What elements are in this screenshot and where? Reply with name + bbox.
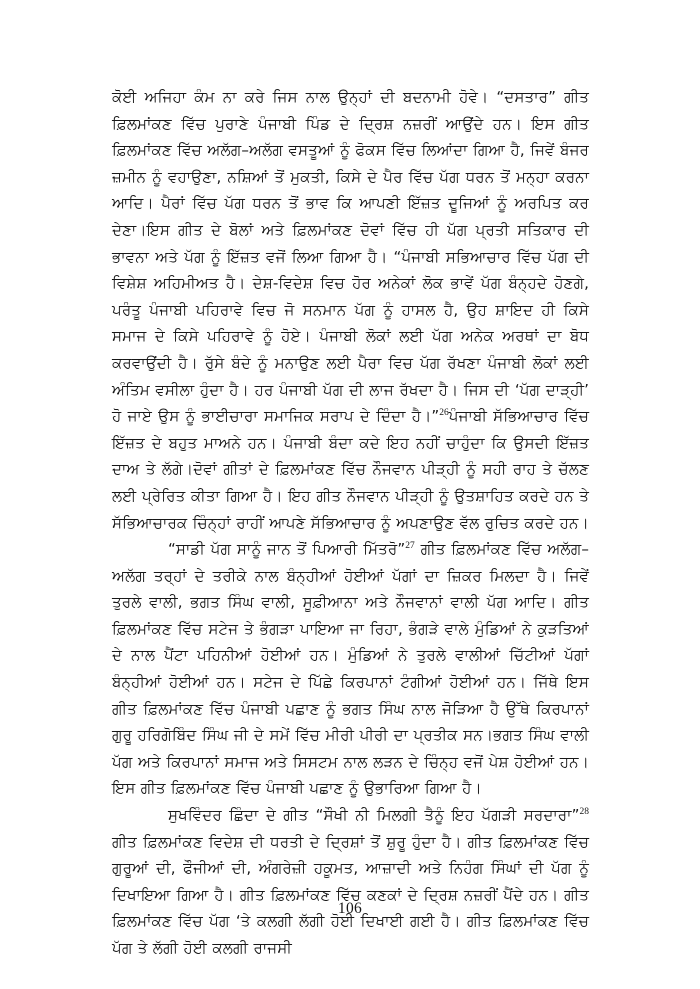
paragraph-3	[112, 802, 589, 962]
footnote-marker-27: 27	[405, 541, 415, 552]
paragraph-2-text-before-footnote: “ਸਾਡੀ ਪੱਗ ਸਾਨੂੰ ਜਾਨ ਤੋਂ ਪਿਆਰੀ ਮਿੱਤਰੋ”	[168, 540, 406, 559]
paragraph-1	[112, 84, 589, 536]
paragraph-1-text-before-footnote: ਕੋਈ ਅਜਿਹਾ ਕੰਮ ਨਾ ਕਰੇ ਜਿਸ ਨਾਲ ਉਨ੍ਹਾਂ ਦੀ ਬਦਨਾਮੀ ਹੋਵੇ। “ਦਸਤਾਰ” ਗੀਤ ਫ਼ਿਲਮਾਂਕਣ ਵਿੱਚ ਪੁਰਾਣੇ ਪੰਜਾਬੀ ਪਿੰਡ ਦੇ ਦ੍ਰਿਸ਼ ਨਜ਼ਰੀਂ ਆਉਂਦੇ ਹਨ। ਇਸ ਗੀਤ ਫ਼ਿਲਮਾਂਕਣ ਵਿੱਚ ਅਲੱਗ–ਅਲੱਗ ਵਸਤੂਆਂ ਨੂੰ ਫੋਕਸ ਵਿੱਚ ਲਿਆਂਦਾ ਗਿਆ ਹੈ, ਜਿਵੇਂ ਬੰਜਰ ਜ਼ਮੀਨ ਨੂੰ ਵਹਾਉਣਾ, ਨਸ਼ਿਆਂ ਤੋਂ ਮੁਕਤੀ, ਕਿਸੇ ਦੇ ਪੈਰ ਵਿੱਚ ਪੱਗ ਧਰਨ ਤੋਂ ਮਨ੍ਹਾ ਕਰਨਾ ਆਦਿ। ਪੈਰਾਂ ਵਿੱਚ ਪੱਗ ਧਰਨ ਤੋਂ ਭਾਵ ਕਿ ਆਪਣੀ ਇੱਜ਼ਤ ਦੂਜਿਆਂ ਨੂੰ ਅਰਪਿਤ ਕਰ ਦੇਣਾ।ਇਸ ਗੀਤ ਦੇ ਬੋਲਾਂ ਅਤੇ ਫ਼ਿਲਮਾਂਕਣ ਦੋਵਾਂ ਵਿੱਚ ਹੀ ਪੱਗ ਪ੍ਰਤੀ ਸਤਿਕਾਰ ਦੀ ਭਾਵਨਾ ਅਤੇ ਪੱਗ ਨੂੰ ਇੱਜ਼ਤ ਵਜੋਂ ਲਿਆ ਗਿਆ ਹੈ। “ਪੰਜਾਬੀ ਸਭਿਆਚਾਰ ਵਿੱਚ ਪੱਗ ਦੀ ਵਿਸ਼ੇਸ਼ ਅਹਿਮੀਅਤ ਹੈ। ਦੇਸ਼-ਵਿਦੇਸ਼ ਵਿਚ ਹੋਰ ਅਨੇਕਾਂ ਲੋਕ ਭਾਵੇਂ ਪੱਗ ਬੰਨ੍ਹਦੇ ਹੋਣਗੇ, ਪਰੰਤੂ ਪੰਜਾਬੀ ਪਹਿਰਾਵੇ ਵਿਚ ਜੋ ਸਨਮਾਨ ਪੱਗ ਨੂੰ ਹਾਸਲ ਹੈ, ਉਹ ਸ਼ਾਇਦ ਹੀ ਕਿਸੇ ਸਮਾਜ ਦੇ ਕਿਸੇ ਪਹਿਰਾਵੇ ਨੂੰ ਹੋਏ। ਪੰਜਾਬੀ ਲੋਕਾਂ ਲਈ ਪੱਗ ਅਨੇਕ ਅਰਥਾਂ ਦਾ ਬੋਧ ਕਰਵਾਉਂਦੀ ਹੈ। ਰੁੱਸੇ ਬੰਦੇ ਨੂੰ ਮਨਾਉਣ ਲਈ ਪੈਰਾ ਵਿਚ ਪੱਗ ਰੱਖਣਾ ਪੰਜਾਬੀ ਲੋਕਾਂ ਲਈ ਅੰਤਿਮ ਵਸੀਲਾ ਹੁੰਦਾ ਹੈ। ਹਰ ਪੰਜਾਬੀ ਪੱਗ ਦੀ ਲਾਜ ਰੱਖਦਾ ਹੈ। ਜਿਸ ਦੀ ‘ਪੱਗ ਦਾੜ੍ਹੀ’ ਹੋ ਜਾਏ ਉਸ ਨੂੰ ਭਾਈਚਾਰਾ ਸਮਾਜਿਕ ਸਰਾਪ ਦੇ ਦਿੰਦਾ ਹੈ।”	[112, 88, 589, 426]
paragraph-2-text-after-footnote: ਗੀਤ ਫ਼ਿਲਮਾਂਕਣ ਵਿੱਚ ਅਲੱਗ–ਅਲੱਗ ਤਰ੍ਹਾਂ ਦੇ ਤਰੀਕੇ ਨਾਲ ਬੰਨ੍ਹੀਆਂ ਹੋਈਆਂ ਪੱਗਾਂ ਦਾ ਜ਼ਿਕਰ ਮਿਲਦਾ ਹੈ। ਜਿਵੇਂ ਤੁਰਲੇ ਵਾਲੀ, ਭਗਤ ਸਿੰਘ ਵਾਲੀ, ਸੂਫ਼ੀਆਨਾ ਅਤੇ ਨੌਜਵਾਨਾਂ ਵਾਲੀ ਪੱਗ ਆਦਿ। ਗੀਤ ਫ਼ਿਲਮਾਂਕਣ ਵਿੱਚ ਸਟੇਜ ਤੇ ਭੰਗੜਾ ਪਾਇਆ ਜਾ ਰਿਹਾ, ਭੰਗੜੇ ਵਾਲੇ ਮੁੰਡਿਆਂ ਨੇ ਕੁੜਤਿਆਂ ਦੇ ਨਾਲ ਪੈਂਟਾ ਪਹਿਨੀਆਂ ਹੋਈਆਂ ਹਨ। ਮੁੰਡਿਆਂ ਨੇ ਤੁਰਲੇ ਵਾਲੀਆਂ ਚਿੱਟੀਆਂ ਪੱਗਾਂ ਬੰਨ੍ਹੀਆਂ ਹੋਈਆਂ ਹਨ। ਸਟੇਜ ਦੇ ਪਿੱਛੇ ਕਿਰਪਾਨਾਂ ਟੰਗੀਆਂ ਹੋਈਆਂ ਹਨ। ਜਿੱਥੇ ਇਸ ਗੀਤ ਫ਼ਿਲਮਾਂਕਣ ਵਿੱਚ ਪੰਜਾਬੀ ਪਛਾਣ ਨੂੰ ਭਗਤ ਸਿੰਘ ਨਾਲ ਜੋੜਿਆ ਹੈ ਉੱਥੇ ਕਿਰਪਾਨਾਂ ਗੁਰੂ ਹਰਿਗੋਬਿੰਦ ਸਿੰਘ ਜੀ ਦੇ ਸਮੇਂ ਵਿੱਚ ਮੀਰੀ ਪੀਰੀ ਦਾ ਪ੍ਰਤੀਕ ਸਨ।ਭਗਤ ਸਿੰਘ ਵਾਲੀ ਪੱਗ ਅਤੇ ਕਿਰਪਾਨਾਂ ਸਮਾਜ ਅਤੇ ਸਿਸਟਮ ਨਾਲ ਲੜਨ ਦੇ ਚਿੰਨ੍ਹ ਵਜੋਂ ਪੇਸ਼ ਹੋਈਆਂ ਹਨ। ਇਸ ਗੀਤ ਫ਼ਿਲਮਾਂਕਣ ਵਿੱਚ ਪੰਜਾਬੀ ਪਛਾਣ ਨੂੰ ਉਭਾਰਿਆ ਗਿਆ ਹੈ।	[112, 540, 589, 798]
page-body-text	[112, 84, 589, 962]
page-number: 106	[337, 900, 363, 917]
paragraph-3-text-after-footnote: ਗੀਤ ਫ਼ਿਲਮਾਂਕਣ ਵਿਦੇਸ਼ ਦੀ ਧਰਤੀ ਦੇ ਦ੍ਰਿਸ਼ਾਂ ਤੋਂ ਸ਼ੁਰੂ ਹੁੰਦਾ ਹੈ। ਗੀਤ ਫ਼ਿਲਮਾਂਕਣ ਵਿੱਚ ਗੁਰੂਆਂ ਦੀ, ਫੌਜੀਆਂ ਦੀ, ਅੰਗਰੇਜ਼ੀ ਹਕੂਮਤ, ਆਜ਼ਾਦੀ ਅਤੇ ਨਿਹੰਗ ਸਿੰਘਾਂ ਦੀ ਪੱਗ ਨੂੰ ਦਿਖਾਇਆ ਗਿਆ ਹੈ। ਗੀਤ ਫ਼ਿਲਮਾਂਕਣ ਵਿੱਚ ਕਣਕਾਂ ਦੇ ਦ੍ਰਿਸ਼ ਨਜ਼ਰੀਂ ਪੈਂਦੇ ਹਨ। ਗੀਤ ਫ਼ਿਲਮਾਂਕਣ ਵਿੱਚ ਪੱਗ ‘ਤੇ ਕਲਗੀ ਲੱਗੀ ਹੋਈ ਦਿਖਾਈ ਗਈ ਹੈ। ਗੀਤ ਫ਼ਿਲਮਾਂਕਣ ਵਿੱਚ ਪੱਗ ਤੇ ਲੱਗੀ ਹੋਈ ਕਲਗੀ ਰਾਜਸੀ	[112, 832, 589, 957]
paragraph-3-text-before-footnote: ਸੁਖਵਿੰਦਰ ਛਿੰਦਾ ਦੇ ਗੀਤ “ਸੌਖੀ ਨੀ ਮਿਲਗੀ ਤੈਨੂੰ ਇਹ ਪੱਗੜੀ ਸਰਦਾਰਾ”	[168, 806, 580, 825]
paragraph-1-text-after-footnote: ਪੰਜਾਬੀ ਸੱਭਿਆਚਾਰ ਵਿੱਚ ਇੱਜ਼ਤ ਦੇ ਬਹੁਤ ਮਾਅਨੇ ਹਨ। ਪੰਜਾਬੀ ਬੰਦਾ ਕਦੇ ਇਹ ਨਹੀਂ ਚਾਹੁੰਦਾ ਕਿ ਉਸਦੀ ਇੱਜ਼ਤ ਦਾਅ ਤੇ ਲੱਗੇ।ਦੋਵਾਂ ਗੀਤਾਂ ਦੇ ਫ਼ਿਲਮਾਂਕਣ ਵਿੱਚ ਨੌਜਵਾਨ ਪੀੜ੍ਹੀ ਨੂੰ ਸਹੀ ਰਾਹ ਤੇ ਚੱਲਣ ਲਈ ਪ੍ਰੇਰਿਤ ਕੀਤਾ ਗਿਆ ਹੈ। ਇਹ ਗੀਤ ਨੌਜਵਾਨ ਪੀੜ੍ਹੀ ਨੂੰ ਉਤਸ਼ਾਹਿਤ ਕਰਦੇ ਹਨ ਤੇ ਸੱਭਿਆਚਾਰਕ ਚਿੰਨ੍ਹਾਂ ਰਾਹੀਂ ਆਪਣੇ ਸੱਭਿਆਚਾਰ ਨੂੰ ਅਪਣਾਉਣ ਵੱਲ ਰੁਚਿਤ ਕਰਦੇ ਹਨ।	[112, 407, 589, 532]
footnote-marker-26: 26	[439, 408, 449, 419]
paragraph-2	[112, 536, 589, 802]
footnote-marker-28: 28	[579, 807, 589, 817]
